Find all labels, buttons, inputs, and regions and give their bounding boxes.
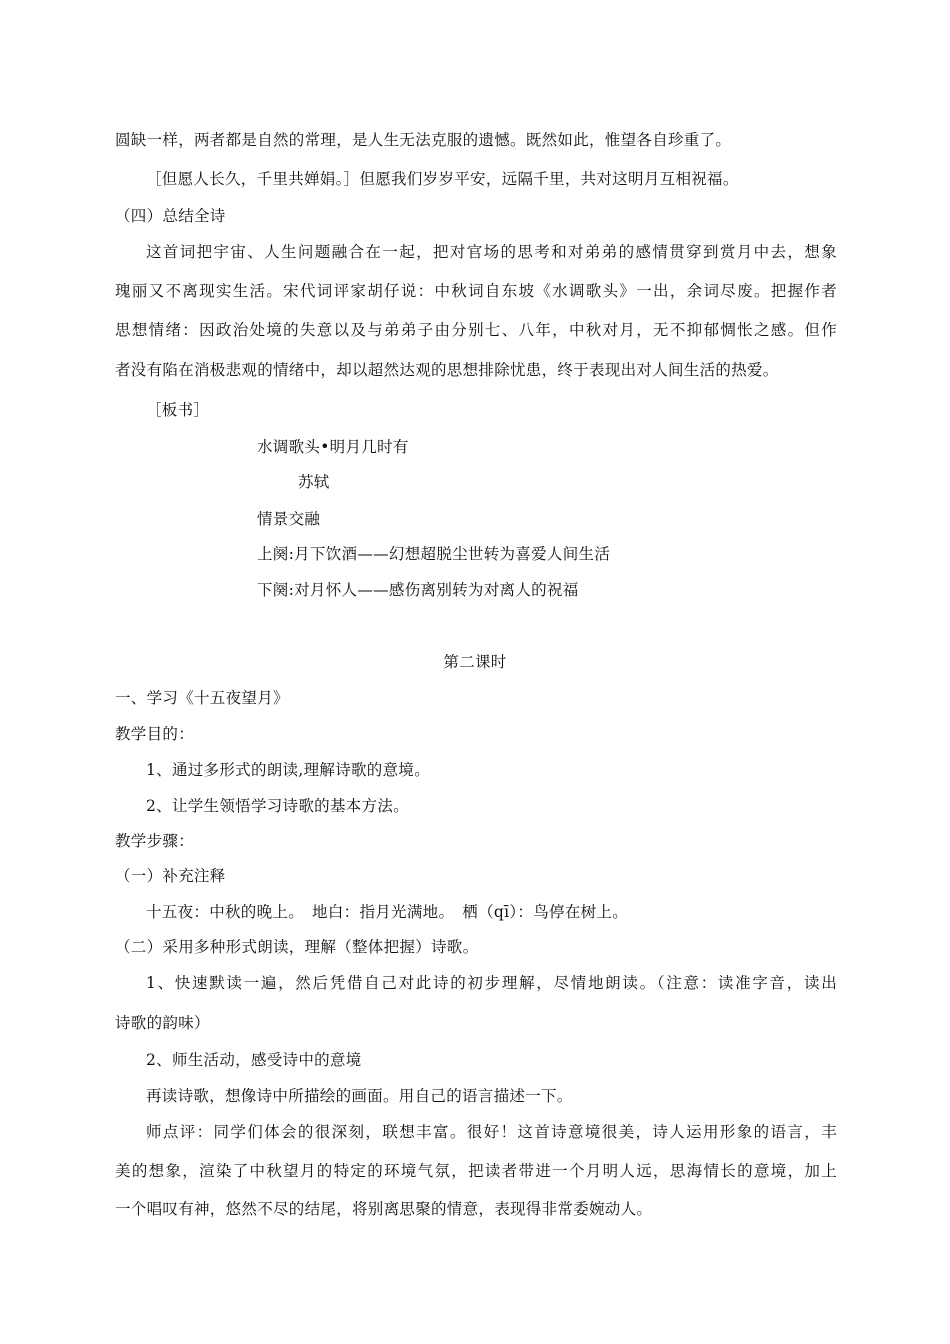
paragraph-line: 1、快速默读一遍，然后凭借自己对此诗的初步理解，尽情地朗读。（注意：读准字音，读出 [146,974,837,992]
paragraph-line: 一个唱叹有神，悠然不尽的结尾，将别离思聚的情意，表现得非常委婉动人。 [115,1200,653,1218]
paragraph-line: 圆缺一样，两者都是自然的常理，是人生无法克服的遗憾。既然如此，惟望各自珍重了。 [115,131,732,149]
paragraph-line: 这首词把宇宙、人生问题融合在一起，把对官场的思考和对弟弟的感情贯穿到赏月中去，想象 [146,243,837,261]
paragraph-line: 2、师生活动，感受诗中的意境 [146,1051,362,1069]
section-heading: （四）总结全诗 [115,207,226,225]
paragraph-line: 再读诗歌，想像诗中所描绘的画面。用自己的语言描述一下。 [146,1087,573,1105]
board-lower: 下阕:对月怀人——感伤离别转为对离人的祝福 [257,581,579,599]
lesson-heading: 第二课时 [443,653,507,671]
board-title: 水调歌头•明月几时有 [257,438,409,456]
notes-line: 十五夜：中秋的晚上。 地白：指月光满地。 栖（qī）：鸟停在树上。 [146,903,629,921]
goal-heading: 教学目的： [115,725,195,743]
paragraph-line: 师点评：同学们体会的很深刻，联想丰富。很好！这首诗意境很美，诗人运用形象的语言，丰 [146,1123,837,1141]
steps-heading: 教学步骤： [115,832,195,850]
paragraph-line: 诗歌的韵味） [115,1014,210,1032]
paragraph-line: 者没有陷在消极悲观的情绪中，却以超然达观的思想排除忧患，终于表现出对人间生活的热爱。 [115,361,779,379]
goal-item: 2、让学生领悟学习诗歌的基本方法。 [146,797,409,815]
step-heading: （二）采用多种形式朗读，理解（整体把握）诗歌。 [115,938,479,956]
board-upper: 上阕:月下饮酒——幻想超脱尘世转为喜爱人间生活 [257,545,611,563]
step-heading: （一）补充注释 [115,867,226,885]
goal-item: 1、通过多形式的朗读,理解诗歌的意境。 [146,761,430,779]
board-theme: 情景交融 [257,510,321,528]
section-heading: 一、学习《十五夜望月》 [115,689,289,707]
paragraph-line: 美的想象，渲染了中秋望月的特定的环境气氛，把读者带进一个月明人远，思海情长的意境，加上 [115,1162,837,1180]
board-label: ［板书］ [146,401,210,419]
board-author: 苏轼 [298,473,330,491]
paragraph-line: 思想情绪：因政治处境的失意以及与弟弟子由分别七、八年，中秋对月，无不抑郁惆怅之感。但作 [115,321,837,339]
paragraph-line: ［但愿人长久，千里共婵娟。］但愿我们岁岁平安，远隔千里，共对这明月互相祝福。 [146,170,739,188]
paragraph-line: 瑰丽又不离现实生活。宋代词评家胡仔说：中秋词自东坡《水调歌头》一出，余词尽废。把握作者 [115,282,837,300]
